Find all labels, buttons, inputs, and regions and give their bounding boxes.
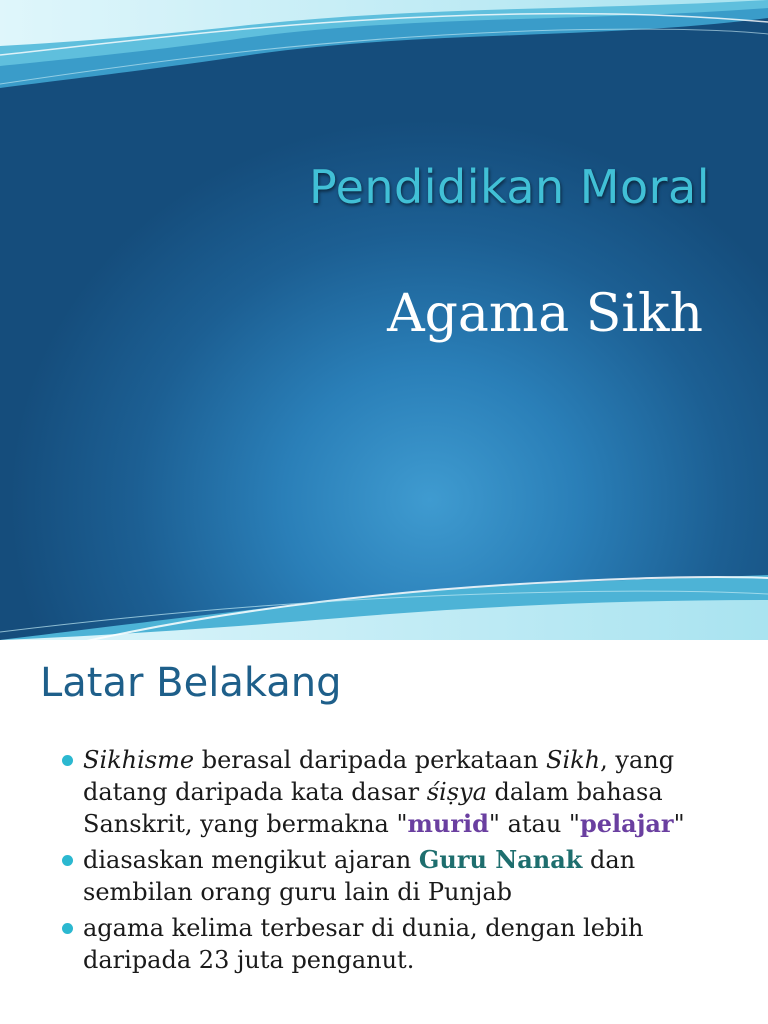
bullet-icon xyxy=(62,855,73,866)
term-guru-nanak: Guru Nanak xyxy=(418,845,583,874)
term-murid: murid xyxy=(407,809,489,838)
text: , yang datang daripada kata dasar xyxy=(83,746,675,806)
text: " atau " xyxy=(488,810,580,838)
text: dalam bahasa Sanskrit, yang bermakna " xyxy=(83,778,663,838)
text: diasaskan mengikut ajaran xyxy=(83,846,419,874)
term-sikhisme: Sikhisme xyxy=(83,746,195,774)
text: agama kelima terbesar di dunia, dengan lebih daripada 23 juta penganut. xyxy=(83,914,644,974)
text: dan sembilan orang guru lain di Punjab xyxy=(83,846,636,906)
list-item xyxy=(62,844,742,908)
list-item xyxy=(62,912,742,976)
slide-title: Pendidikan Moral xyxy=(308,160,710,214)
text: " xyxy=(673,810,685,838)
section-heading: Latar Belakang xyxy=(40,660,342,706)
term-sisya: śiṣya xyxy=(426,778,487,806)
term-sikh: Sikh xyxy=(546,746,601,774)
list-item xyxy=(62,744,742,840)
content-slide xyxy=(0,640,768,1024)
bullet-icon xyxy=(62,923,73,934)
bullet-icon xyxy=(62,755,73,766)
bullet-list xyxy=(62,744,742,980)
text: berasal daripada perkataan xyxy=(194,746,547,774)
slide-subtitle: Agama Sikh xyxy=(387,284,703,344)
term-pelajar: pelajar xyxy=(579,809,674,838)
